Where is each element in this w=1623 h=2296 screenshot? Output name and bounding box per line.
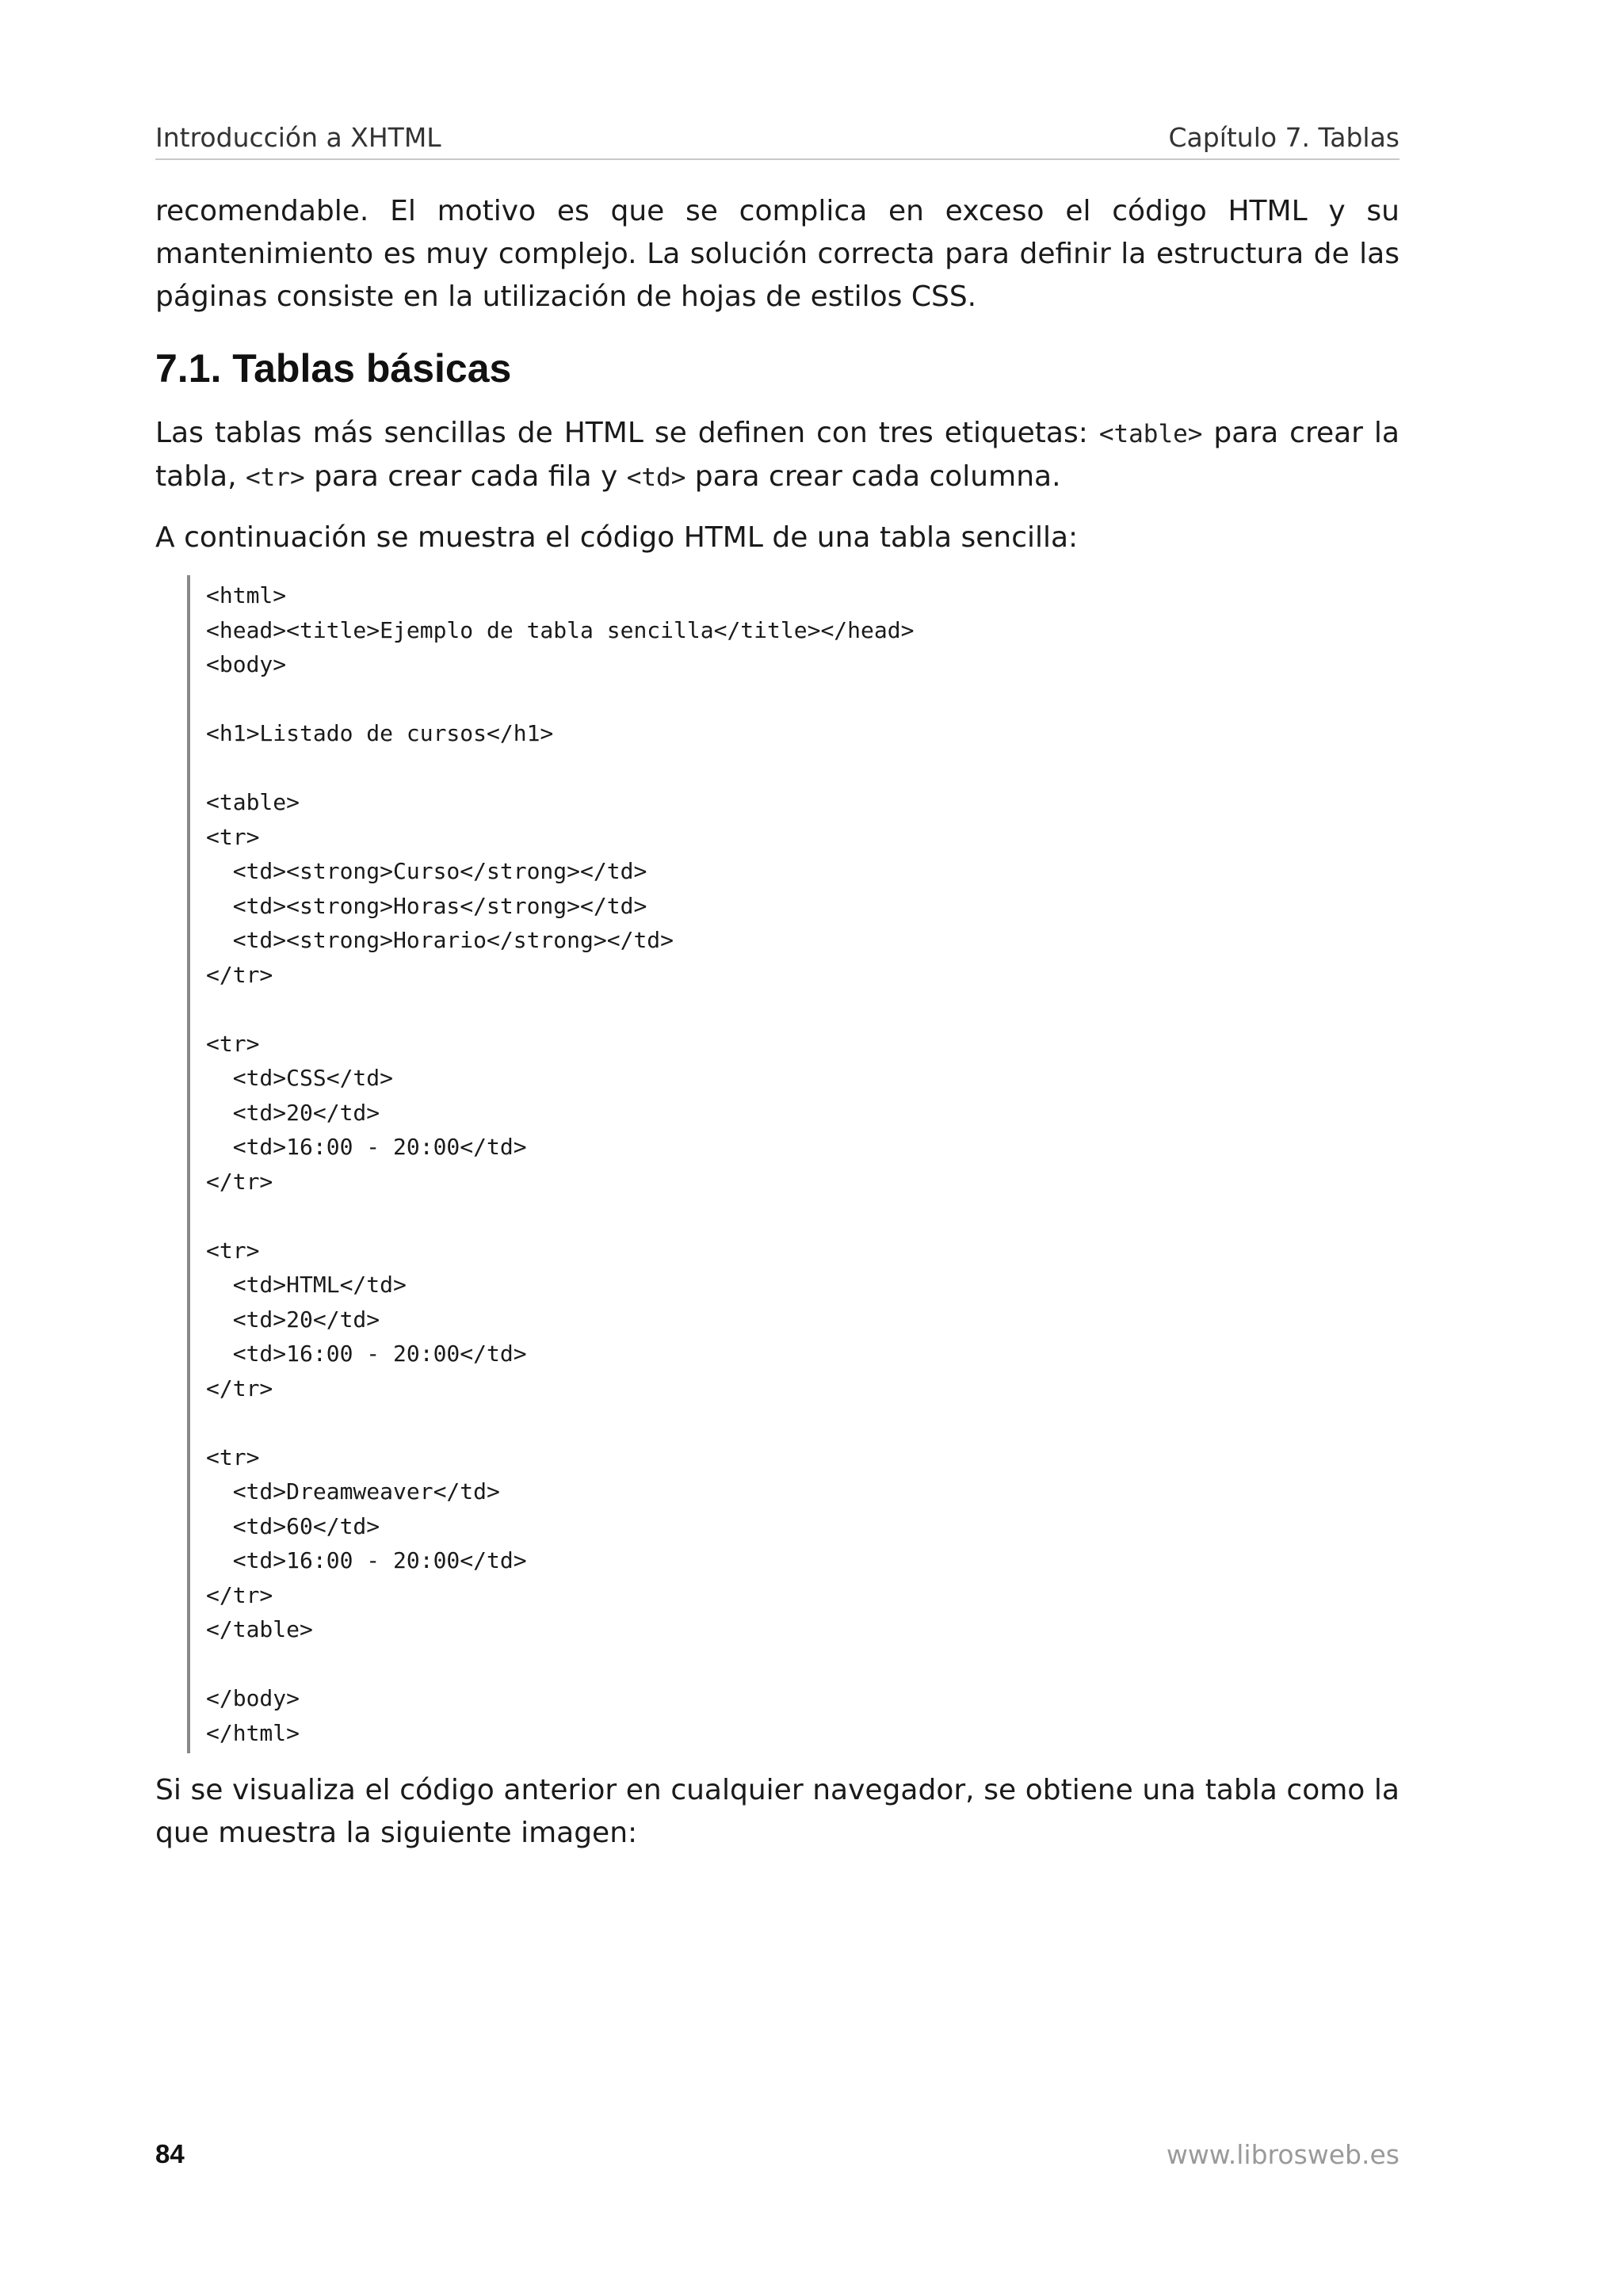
- td-tag-code: <td>: [626, 463, 686, 492]
- tags-text-3: para crear cada fila y: [304, 460, 627, 493]
- code-line: <td>60</td>: [206, 1512, 380, 1539]
- code-line: <tr>: [206, 1444, 260, 1470]
- code-line: <td><strong>Horas</strong></td>: [206, 892, 647, 919]
- code-line: <td>16:00 - 20:00</td>: [206, 1547, 527, 1573]
- page-number: 84: [155, 2139, 185, 2168]
- tags-text-2: para crear la tabla,: [155, 417, 1400, 493]
- code-line: <h1>Listado de cursos</h1>: [206, 720, 554, 746]
- book-title: Introducción a XHTML: [155, 122, 441, 153]
- code-listing: [187, 575, 1400, 1753]
- code-line: </tr>: [206, 1168, 273, 1195]
- table-tag-code: <table>: [1098, 420, 1203, 448]
- code-line: <td>HTML</td>: [206, 1272, 407, 1298]
- code-line: <head><title>Ejemplo de tabla sencilla</title></head>: [206, 616, 915, 643]
- code-line: </tr>: [206, 1375, 273, 1402]
- code-intro-paragraph: A continuación se muestra el código HTML de una tabla sencilla:: [155, 521, 1079, 554]
- code-line: <td>20</td>: [206, 1099, 380, 1126]
- code-line: <tr>: [206, 1030, 260, 1057]
- code-line: <td>20</td>: [206, 1306, 380, 1333]
- code-line: [206, 1405, 1400, 1440]
- code-line: [206, 1647, 1400, 1682]
- closing-paragraph: Si se visualiza el código anterior en cualquier navegador, se obtiene una tabla como la que muestra la siguiente imagen:: [155, 1774, 1400, 1849]
- running-header: [155, 117, 1400, 160]
- code-line: [206, 992, 1400, 1027]
- code-line: <td>CSS</td>: [206, 1065, 394, 1091]
- code-line: <html>: [206, 582, 287, 608]
- intro-paragraph: recomendable. El motivo es que se complica en exceso el código HTML y su mantenimiento es muy complejo. La solución correcta para definir la estructura de las páginas consiste en la utilización de hojas de estilos CSS.: [155, 195, 1400, 313]
- chapter-title: Capítulo 7. Tablas: [1168, 122, 1400, 153]
- code-line: [206, 751, 1400, 786]
- code-line: </body>: [206, 1685, 300, 1711]
- code-line: </tr>: [206, 1581, 273, 1608]
- tags-text-1: Las tablas más sencillas de HTML se definen con tres etiquetas:: [155, 417, 1099, 449]
- code-line: [206, 1199, 1400, 1234]
- page-content: [155, 190, 1400, 1855]
- code-line: [206, 682, 1400, 717]
- footer-site-link[interactable]: www.librosweb.es: [1166, 2139, 1400, 2170]
- code-line: <td><strong>Curso</strong></td>: [206, 858, 647, 884]
- code-line: <td>Dreamweaver</td>: [206, 1478, 500, 1505]
- tags-text-4: para crear cada columna.: [685, 460, 1061, 493]
- code-line: <td>16:00 - 20:00</td>: [206, 1134, 527, 1160]
- section-heading: 7.1. Tablas básicas: [155, 346, 512, 391]
- code-line: </table>: [206, 1616, 313, 1642]
- code-line: <td>16:00 - 20:00</td>: [206, 1341, 527, 1367]
- code-line: <td><strong>Horario</strong></td>: [206, 927, 674, 953]
- code-line: </html>: [206, 1719, 300, 1746]
- code-line: <body>: [206, 651, 287, 677]
- tags-paragraph: [155, 412, 1400, 499]
- code-line: <tr>: [206, 1237, 260, 1264]
- code-line: <tr>: [206, 823, 260, 850]
- tr-tag-code: <tr>: [245, 463, 305, 492]
- code-line: <table>: [206, 789, 300, 815]
- code-line: </tr>: [206, 961, 273, 988]
